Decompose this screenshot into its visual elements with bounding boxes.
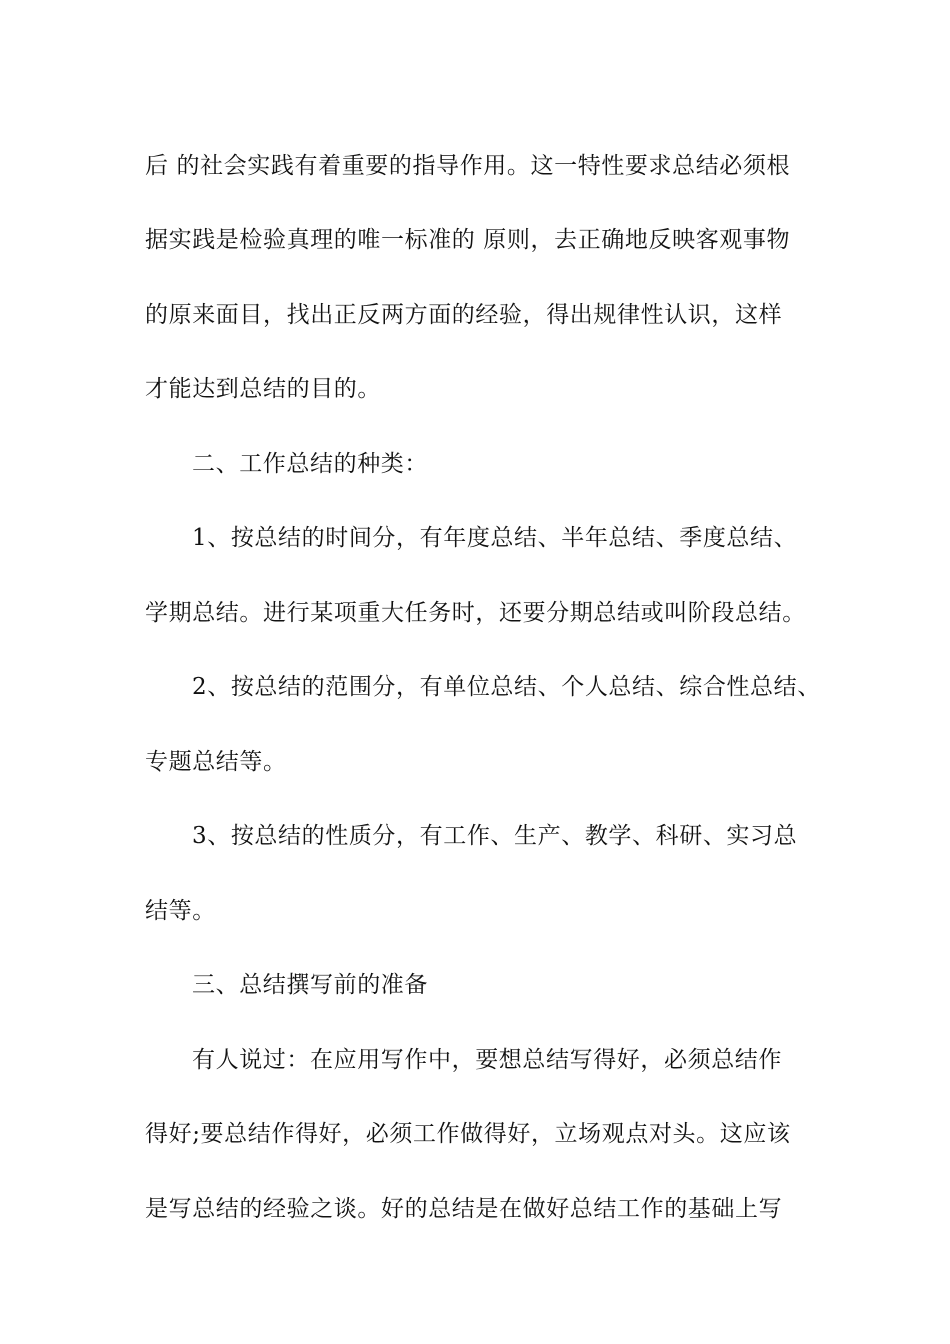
text-line: 后 的社会实践有着重要的指导作用。这一特性要求总结必须根 [145,152,791,179]
text-line: 得好;要总结作得好，必须工作做得好，立场观点对头。这应该 [145,1121,791,1148]
text-line: 才能达到总结的目的。 [145,376,381,403]
text-line: 学期总结。进行某项重大任务时，还要分期总结或叫阶段总结。 [145,599,806,626]
text-line: 据实践是检验真理的唯一标准的 原则，去正确地反映客观事物 [145,227,791,254]
text-line: 是写总结的经验之谈。好的总结是在做好总结工作的基础上写 [145,1195,783,1222]
text-line: 结等。 [145,897,216,924]
text-line: 2、按总结的范围分，有单位总结、个人总结、综合性总结、 [192,674,821,701]
text-line: 有人说过：在应用写作中，要想总结写得好，必须总结作 [192,1046,782,1073]
text-line: 专题总结等。 [145,748,287,775]
text-line: 的原来面目，找出正反两方面的经验，得出规律性认识，这样 [145,301,783,328]
text-line: 3、按总结的性质分，有工作、生产、教学、科研、实习总 [192,823,798,850]
text-line: 1、按总结的时间分，有年度总结、半年总结、季度总结、 [192,525,798,552]
section-heading: 二、工作总结的种类： [192,450,428,477]
body-text [145,126,825,1244]
section-heading: 三、总结撰写前的准备 [192,972,428,999]
